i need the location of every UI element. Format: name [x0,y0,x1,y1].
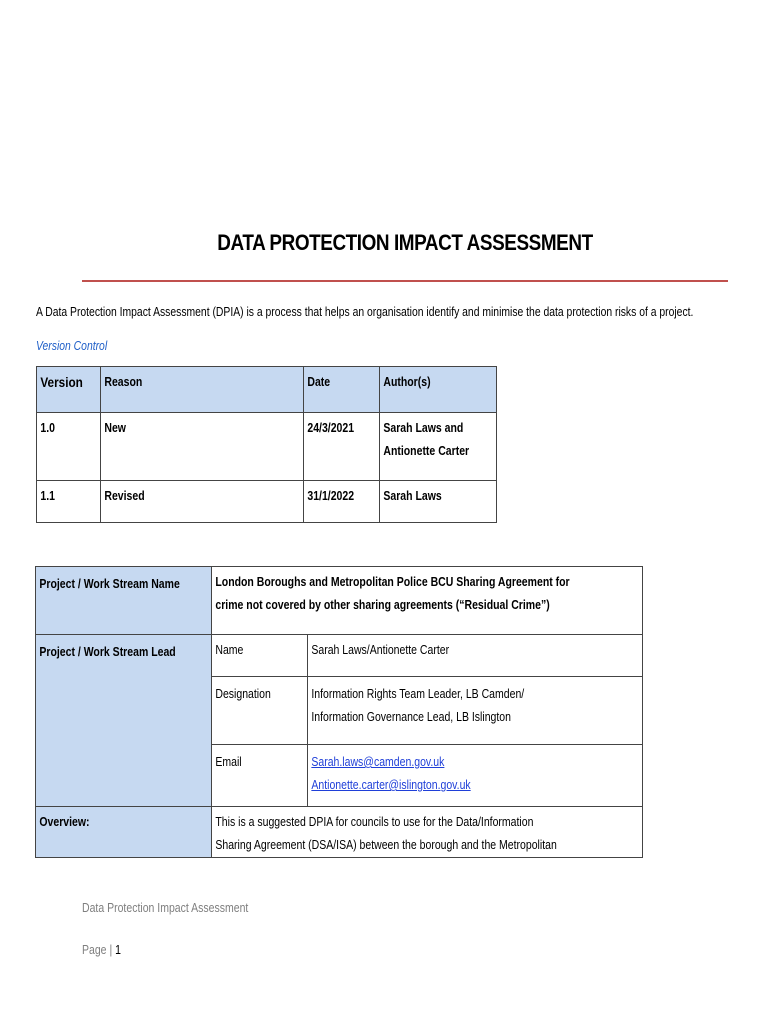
header-version: Version [37,367,101,413]
header-reason: Reason [101,367,304,413]
project-name-label: Project / Work Stream Name [36,567,212,635]
lead-name-value: Sarah Laws/Antionette Carter [307,635,642,677]
page-prefix: Page | [82,943,113,957]
version-cell: 1.1 [37,481,101,523]
overview-value: This is a suggested DPIA for councils to use for the Data/Information Sharing Agreement (DSA/ISA) between the borough and the Metropolitan [212,807,643,858]
project-lead-label: Project / Work Stream Lead [36,635,212,807]
email-value [307,745,642,807]
table-row [37,413,497,481]
page-number-value: 1 [115,943,121,957]
title-divider [82,280,728,282]
version-control-table [36,366,497,523]
designation-value: Information Rights Team Leader, LB Camden/ Information Governance Lead, LB Islington [307,677,642,745]
version-cell: 1.0 [37,413,101,481]
lead-name-label: Name [212,635,308,677]
table-row [37,481,497,523]
lead-name-row [36,635,643,677]
designation-label: Designation [212,677,308,745]
project-name-row [36,567,643,635]
date-cell: 31/1/2022 [304,481,380,523]
header-authors: Author(s) [380,367,497,413]
version-table-header-row [37,367,497,413]
email-label: Email [212,745,308,807]
reason-cell: New [101,413,304,481]
intro-paragraph: A Data Protection Impact Assessment (DPIA) is a process that helps an organisation identify and minimise the data protection risks of a project. [36,305,694,319]
overview-label: Overview: [36,807,212,858]
author-cell: Sarah Laws and Antionette Carter [380,413,497,481]
email-link-camden[interactable]: Sarah.laws@camden.gov.uk [311,755,445,769]
page-number [82,943,121,957]
date-cell: 24/3/2021 [304,413,380,481]
email-link-islington[interactable]: Antionette.carter@islington.gov.uk [311,778,471,792]
project-name-value: London Boroughs and Metropolitan Police BCU Sharing Agreement for crime not covered by other sharing agreements (“Residual Crime”) [212,567,643,635]
project-details-table [35,566,643,858]
footer-document-label: Data Protection Impact Assessment [82,901,249,915]
document-title: DATA PROTECTION IMPACT ASSESSMENT [217,230,593,255]
author-cell: Sarah Laws [380,481,497,523]
version-control-heading: Version Control [36,339,108,353]
header-date: Date [304,367,380,413]
reason-cell: Revised [101,481,304,523]
overview-row [36,807,643,858]
